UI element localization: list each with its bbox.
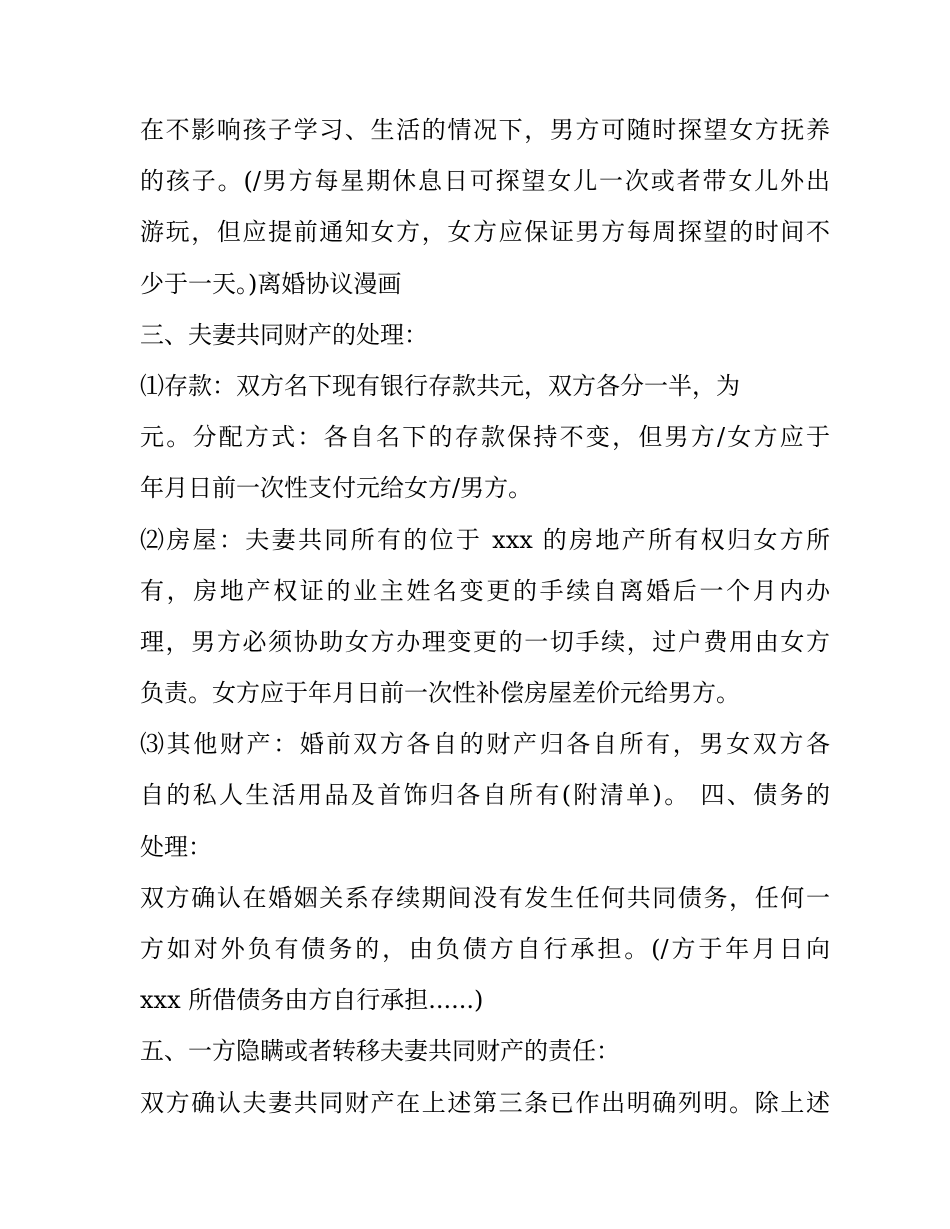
document-body [140,105,830,1129]
text-line: 的孩子。(/男方每星期休息日可探望女儿一次或者带女儿外出 [140,167,830,196]
text-line: 少于一天。)离婚协议漫画 [140,269,402,298]
text-line: 处理： [140,832,212,861]
text-line: 游玩，但应提前通知女方，女方应保证男方每周探望的时间不 [140,218,830,247]
text-line: 元。分配方式：各自名下的存款保持不变，但男方/女方应于 [140,423,830,452]
text-line: ⑴存款：双方名下现有银行存款共元，双方各分一半，为 [140,371,740,400]
text-line: ⑶其他财产：婚前双方各自的财产归各自所有，男女双方各 [140,730,830,759]
text-line: xxx 所借债务由方自行承担......) [140,986,484,1015]
text-line: 理，男方必须协助女方办理变更的一切手续，过户费用由女方 [140,627,830,656]
text-line: 在不影响孩子学习、生活的情况下，男方可随时探望女方抚养 [140,116,830,144]
text-line: 双方确认夫妻共同财产在上述第三条已作出明确列明。除上述 [140,1088,830,1117]
text-line: 三、夫妻共同财产的处理： [140,320,428,349]
text-line: 双方确认在婚姻关系存续期间没有发生任何共同债务，任何一 [140,883,830,912]
text-line: 自的私人生活用品及首饰归各自所有(附清单)。 四、债务的 [140,781,830,810]
text-line: ⑵房屋：夫妻共同所有的位于 xxx 的房地产所有权归女方所 [140,525,830,554]
text-line: 有，房地产权证的业主姓名变更的手续自离婚后一个月内办 [140,576,830,605]
text-line: 负责。女方应于年月日前一次性补偿房屋差价元给男方。 [140,679,740,708]
text-line: 五、一方隐瞒或者转移夫妻共同财产的责任： [140,1037,620,1066]
text-line: 年月日前一次性支付元给女方/男方。 [140,474,533,503]
text-line: 方如对外负有债务的，由负债方自行承担。(/方于年月日向 [140,935,830,963]
